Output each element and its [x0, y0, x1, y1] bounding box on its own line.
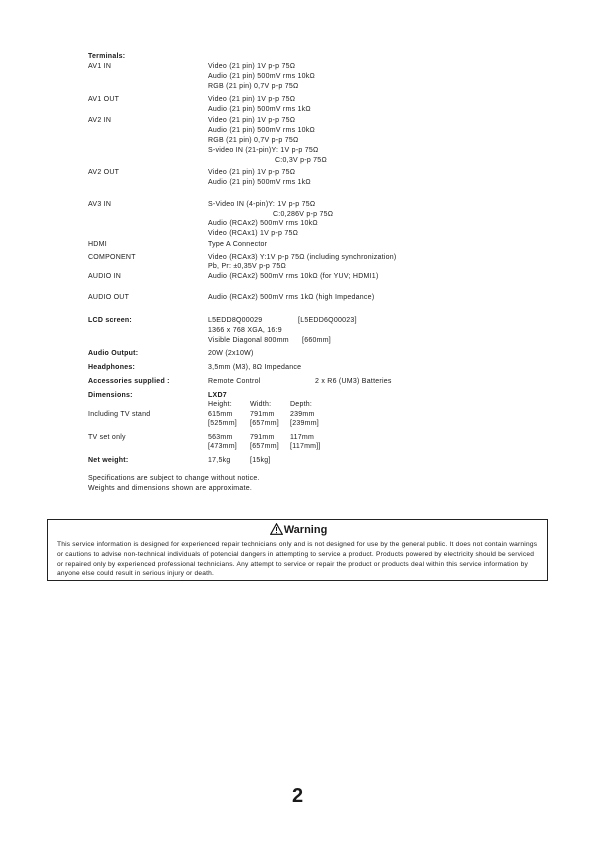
- component-label: COMPONENT: [88, 254, 136, 261]
- av1-in-line: Audio (21 pin) 500mV rms 10kΩ: [208, 73, 316, 80]
- tv-only-label: TV set only: [88, 434, 126, 441]
- tv-width-alt: [657mm]: [250, 443, 279, 450]
- component-line: Video (RCAx3) Y:1V p-p 75Ω (including synchronization): [208, 254, 397, 261]
- accessories-item: 2 x R6 (UM3) Batteries: [315, 378, 392, 385]
- av2-in-line: C:0,3V p-p 75Ω: [275, 157, 327, 164]
- av2-in-line: Audio (21 pin) 500mV rms 10kΩ: [208, 127, 316, 134]
- audio-output-value: 20W (2x10W): [208, 350, 254, 357]
- av2-out-line: Video (21 pin) 1V p-p 75Ω: [208, 169, 296, 176]
- stand-depth: 239mm: [290, 411, 315, 418]
- headphones-label: Headphones:: [88, 364, 136, 371]
- audio-out-label: AUDIO OUT: [88, 294, 130, 301]
- av3-in-line: C:0,286V p-p 75Ω: [273, 211, 334, 218]
- stand-width-alt: [657mm]: [250, 420, 279, 427]
- av3-in-label: AV3 IN: [88, 201, 112, 208]
- stand-width: 791mm: [250, 411, 275, 418]
- dimensions-model: LXD7: [208, 392, 227, 399]
- av2-in-label: AV2 IN: [88, 117, 112, 124]
- dimensions-label: Dimensions:: [88, 392, 133, 399]
- terminals-heading: Terminals:: [88, 53, 126, 60]
- lcd-resolution: 1366 x 768 XGA, 16:9: [208, 327, 282, 334]
- stand-depth-alt: [239mm]: [290, 420, 319, 427]
- net-weight-alt: [15kg]: [250, 457, 271, 464]
- tv-height-alt: [473mm]: [208, 443, 237, 450]
- audio-out-value: Audio (RCAx2) 500mV rms 1kΩ (high Impedance): [208, 294, 375, 301]
- accessories-label: Accessories supplied :: [88, 378, 170, 385]
- tv-width: 791mm: [250, 434, 275, 441]
- warning-title-text: Warning: [283, 524, 328, 536]
- av3-in-line: Audio (RCAx2) 500mV rms 10kΩ: [208, 220, 318, 227]
- lcd-label: LCD screen:: [88, 317, 132, 324]
- av3-in-line: Video (RCAx1) 1V p-p 75Ω: [208, 230, 299, 237]
- av2-in-line: RGB (21 pin) 0,7V p-p 75Ω: [208, 137, 299, 144]
- dimensions-header-width: Width:: [250, 401, 272, 408]
- warning-box: [47, 519, 548, 581]
- warning-triangle-icon: [270, 524, 284, 536]
- stand-height: 615mm: [208, 411, 233, 418]
- note-line: Weights and dimensions shown are approximate.: [88, 485, 253, 492]
- hdmi-label: HDMI: [88, 241, 107, 248]
- av1-out-label: AV1 OUT: [88, 96, 120, 103]
- av2-in-line: S-video IN (21-pin)Y: 1V p-p 75Ω: [208, 147, 319, 154]
- lcd-part-2: [L5EDD6Q00023]: [298, 317, 357, 324]
- warning-text: This service information is designed for experienced repair technicians only and is not designed for use by the general public. It does not contain warnings or cautions to advise non-technical individuals of potencial dangers in attempting to service a product. Products powered by electricity should be serviced or repaired only by experienced professional technicians. Any attempt to service or repair the product or products deal within this service information by anyone else could result in serious injury or death.: [57, 541, 538, 578]
- av1-out-line: Audio (21 pin) 500mV rms 1kΩ: [208, 106, 311, 113]
- dimensions-header-height: Height:: [208, 401, 232, 408]
- lcd-diagonal: Visible Diagonal 800mm: [208, 337, 289, 344]
- audio-output-label: Audio Output:: [88, 350, 139, 357]
- audio-in-label: AUDIO IN: [88, 273, 122, 280]
- net-weight-value: 17,5kg: [208, 457, 231, 464]
- av1-in-label: AV1 IN: [88, 63, 112, 70]
- stand-label: Including TV stand: [88, 411, 151, 418]
- tv-height: 563mm: [208, 434, 233, 441]
- warning-title: [48, 523, 549, 537]
- av2-out-label: AV2 OUT: [88, 169, 120, 176]
- audio-in-value: Audio (RCAx2) 500mV rms 10kΩ (for YUV; HDMI1): [208, 273, 379, 280]
- net-weight-label: Net weight:: [88, 457, 129, 464]
- headphones-value: 3,5mm (M3), 8Ω Impedance: [208, 364, 302, 371]
- component-line: Pb, Pr: ±0,35V p-p 75Ω: [208, 263, 287, 270]
- lcd-part-1: L5EDD8Q00029: [208, 317, 263, 324]
- dimensions-header-depth: Depth:: [290, 401, 313, 408]
- accessories-item: Remote Control: [208, 378, 261, 385]
- av1-out-line: Video (21 pin) 1V p-p 75Ω: [208, 96, 296, 103]
- stand-height-alt: [525mm]: [208, 420, 237, 427]
- av2-in-line: Video (21 pin) 1V p-p 75Ω: [208, 117, 296, 124]
- hdmi-value: Type A Connector: [208, 241, 268, 248]
- page-number: 2: [291, 785, 304, 807]
- av3-in-line: S-Video IN (4-pin)Y: 1V p-p 75Ω: [208, 201, 316, 208]
- lcd-diagonal-alt: [660mm]: [302, 337, 331, 344]
- av2-out-line: Audio (21 pin) 500mV rms 1kΩ: [208, 179, 311, 186]
- tv-depth-alt: [117mm]]: [290, 443, 321, 450]
- tv-depth: 117mm: [290, 434, 315, 441]
- note-line: Specifications are subject to change without notice.: [88, 475, 260, 482]
- av1-in-line: Video (21 pin) 1V p-p 75Ω: [208, 63, 296, 70]
- av1-in-line: RGB (21 pin) 0,7V p-p 75Ω: [208, 83, 299, 90]
